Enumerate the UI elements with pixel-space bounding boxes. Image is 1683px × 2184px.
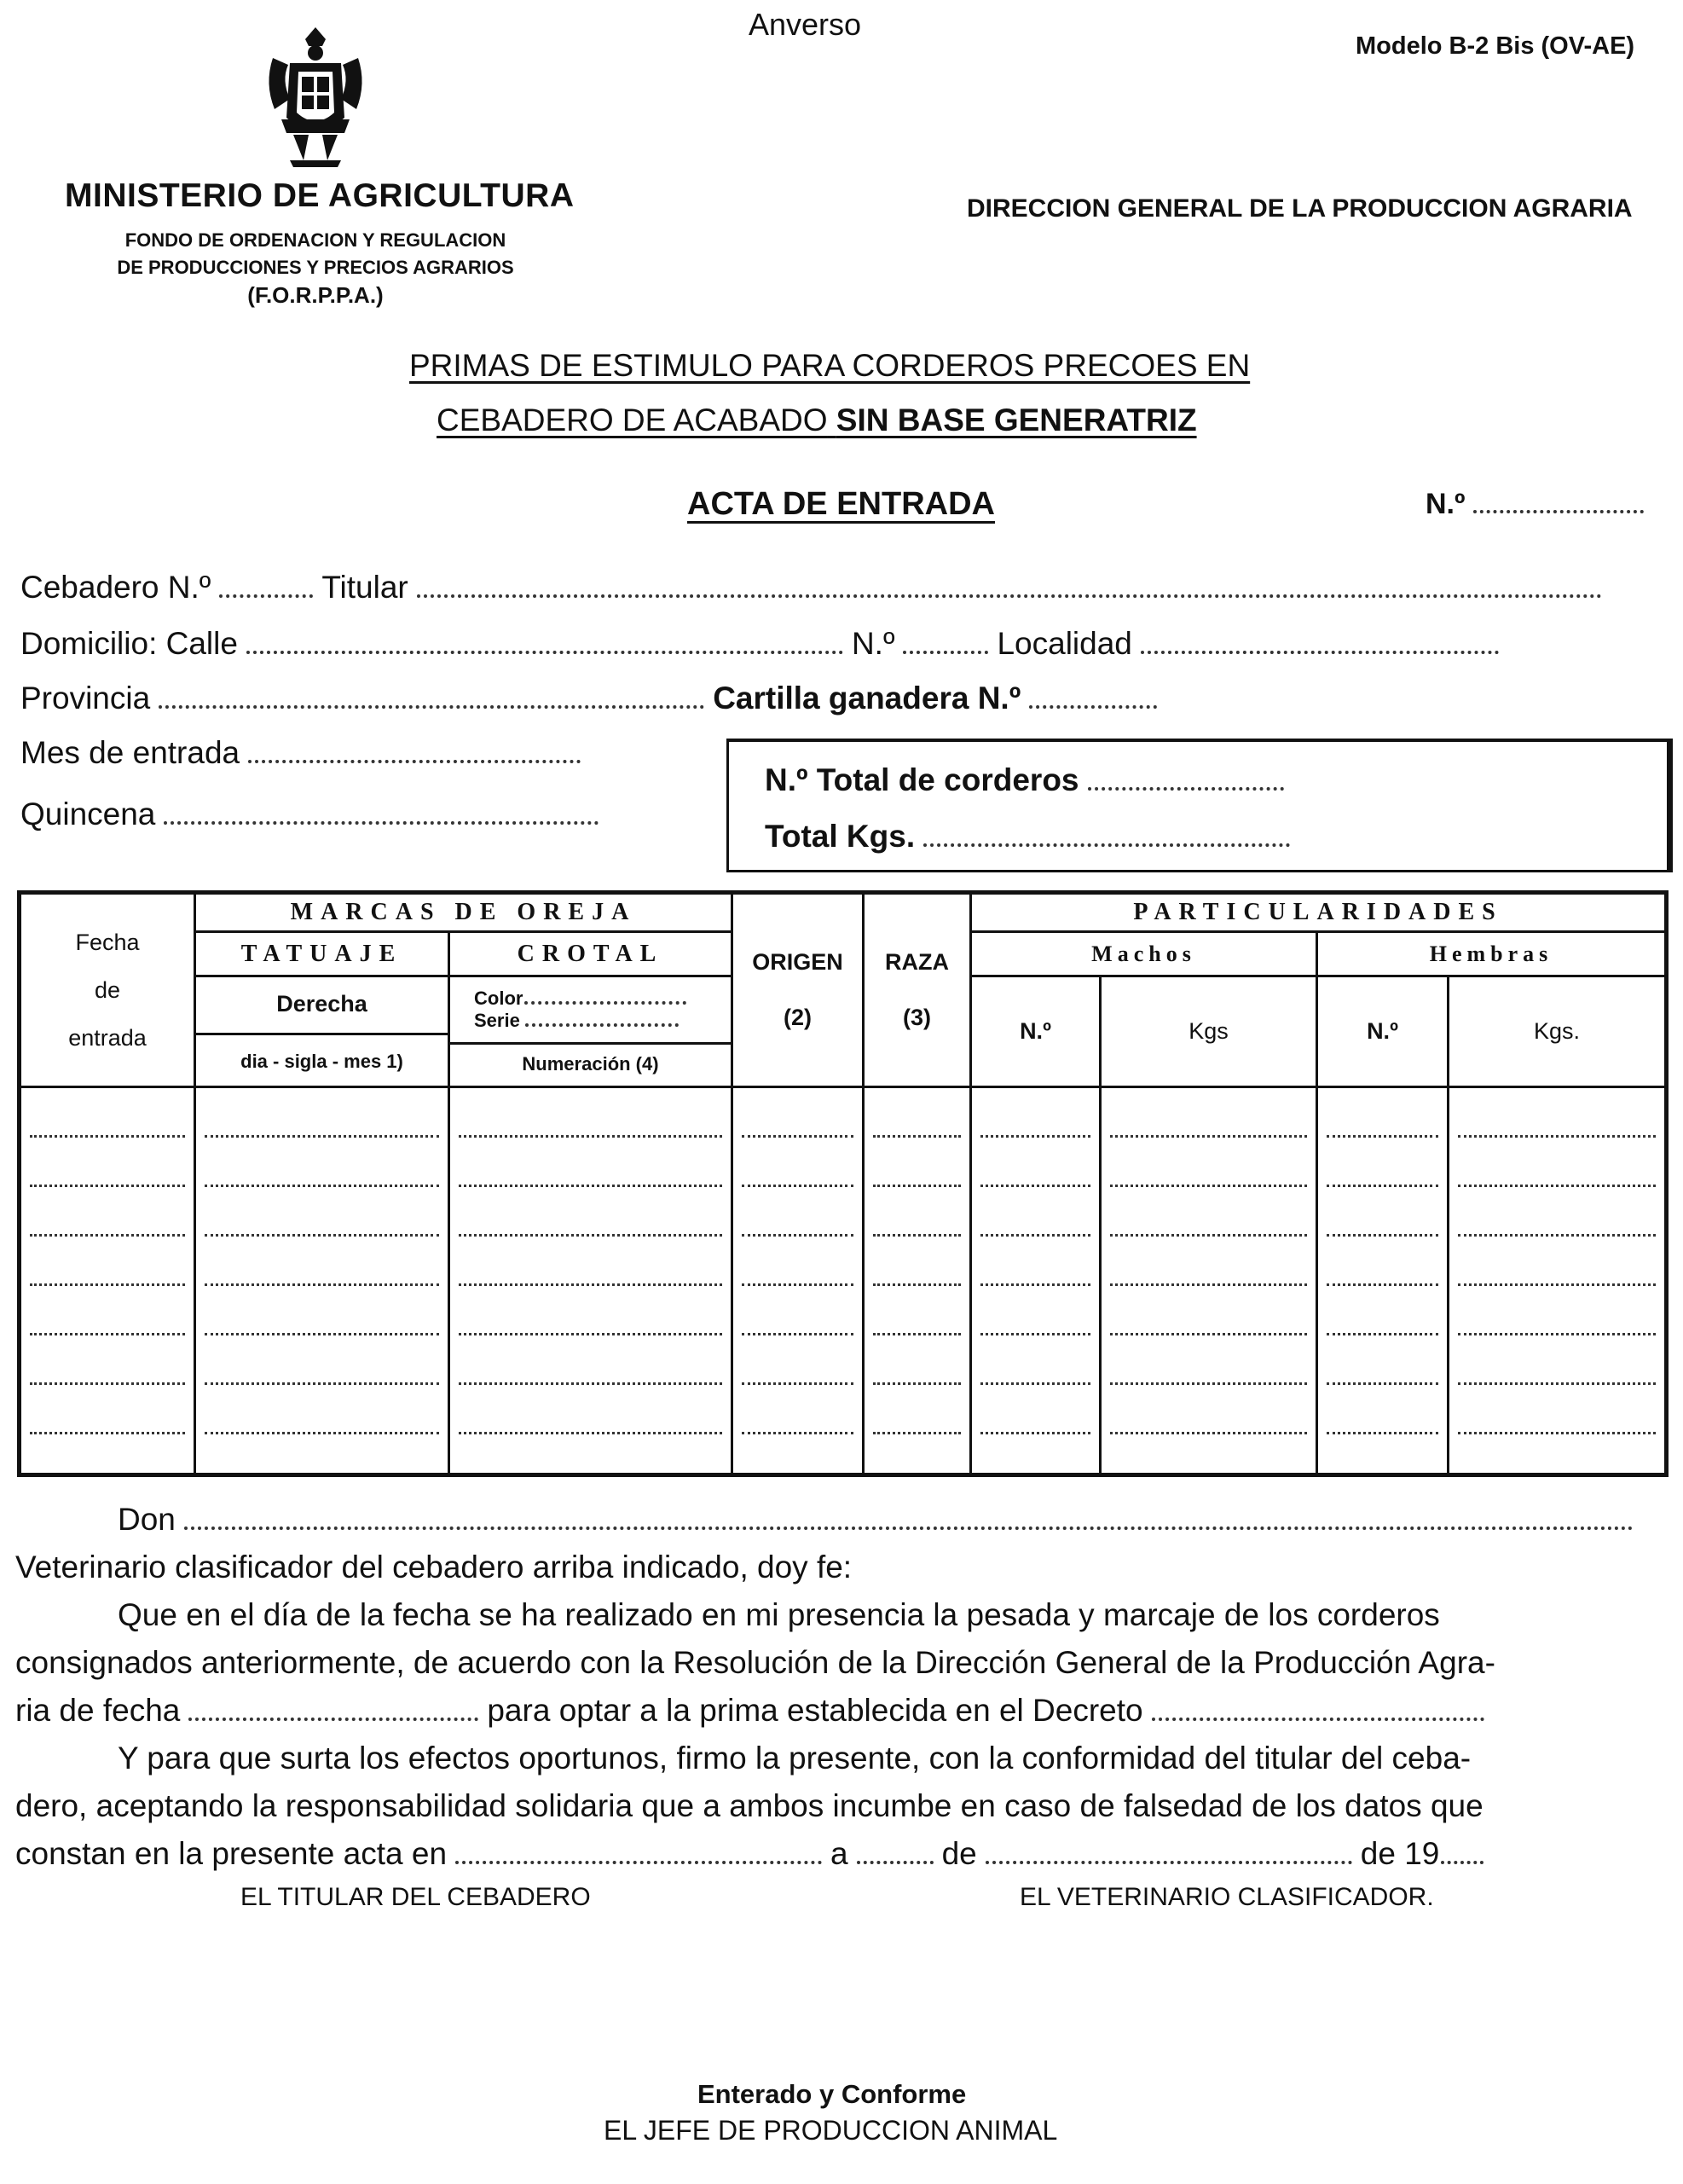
fund-line-2: DE PRODUCCIONES Y PRECIOS AGRARIOS (117, 257, 514, 278)
col-hembras-n-entries[interactable] (1317, 1087, 1449, 1475)
origen-note: (2) (784, 1005, 812, 1030)
fund-line-1: FONDO DE ORDENACION Y REGULACION (124, 229, 506, 251)
title-line-1: PRIMAS DE ESTIMULO PARA CORDEROS PRECOES EN (409, 348, 1251, 383)
anio-input[interactable] (1441, 1854, 1483, 1864)
total-kgs-row (765, 819, 1298, 854)
col-crotal-entries[interactable] (449, 1087, 732, 1475)
mes-de-label: de (941, 1836, 977, 1871)
localidad-input[interactable] (1141, 644, 1499, 654)
col-machos-n-entries[interactable] (971, 1087, 1101, 1475)
row-don (118, 1496, 1642, 1543)
particularidades-header: PARTICULARIDADES (971, 893, 1667, 932)
title-line-2 (437, 403, 1197, 438)
street-number-input[interactable] (903, 644, 988, 654)
act-number-field[interactable] (1426, 488, 1644, 521)
title-line-2b: SIN BASE GENERATRIZ (836, 403, 1197, 437)
hembras-header: Hembras (1317, 932, 1667, 976)
don-label: Don (118, 1502, 176, 1537)
act-number-label: N.º (1426, 488, 1466, 520)
veterinario-signature-label: EL VETERINARIO CLASIFICADOR. (1020, 1883, 1434, 1911)
dia-label: a (830, 1836, 848, 1871)
provincia-label: Provincia (20, 681, 151, 715)
raza-note: (3) (903, 1005, 931, 1030)
veterinario-line: Veterinario clasificador del cebadero arriba indicado, doy fe: (15, 1550, 853, 1584)
domicilio-label: Domicilio: Calle (20, 626, 238, 661)
lugar-input[interactable] (455, 1854, 822, 1864)
fund-name (68, 227, 563, 309)
paragraph2-line3 (15, 1830, 1492, 1877)
cartilla-input[interactable] (1029, 698, 1157, 709)
machos-n-header: N.º (971, 976, 1101, 1087)
fecha-label: ria de fecha (15, 1693, 181, 1728)
col-origen-entries[interactable] (732, 1087, 864, 1475)
dia-sigla-label: dia - sigla - mes 1) (240, 1050, 403, 1072)
row-provincia (20, 681, 1165, 716)
row-mes (20, 735, 589, 771)
row-cebadero (20, 570, 1611, 605)
numeracion-label: Numeración (4) (522, 1053, 659, 1075)
resolucion-fecha-input[interactable] (188, 1711, 478, 1721)
paragraph1-line2: consignados anteriormente, de acuerdo con la Resolución de la Dirección General de la Producción Agra- (15, 1645, 1495, 1680)
total-kgs-input[interactable] (923, 837, 1290, 847)
mes-text-input[interactable] (986, 1854, 1352, 1864)
anverso-label: Anverso (749, 7, 862, 42)
total-corderos-label: N.º Total de corderos (765, 762, 1079, 797)
raza-label: RAZA (885, 949, 949, 975)
row-domicilio (20, 626, 1507, 662)
localidad-label: Localidad (997, 626, 1132, 661)
hembras-kgs-header: Kgs. (1449, 976, 1667, 1087)
cartilla-label: Cartilla ganadera N.º (713, 681, 1021, 715)
derecha-label: Derecha (196, 991, 448, 1035)
fund-acronym: (F.O.R.P.P.A.) (247, 282, 384, 308)
titular-signature-label: EL TITULAR DEL CEBADERO (240, 1883, 591, 1911)
row-quincena (20, 797, 607, 832)
directorate-name: DIRECCION GENERAL DE LA PRODUCCION AGRARIA (967, 194, 1633, 223)
fecha-line-3: entrada (68, 1025, 147, 1051)
origen-header (732, 893, 864, 1087)
provincia-input[interactable] (159, 698, 704, 709)
document-title: ACTA DE ENTRADA (687, 486, 995, 522)
hembras-n-header: N.º (1317, 976, 1449, 1087)
col-hembras-kgs-entries[interactable] (1449, 1087, 1667, 1475)
fecha-line-2: de (94, 977, 121, 1003)
crotal-sub (449, 976, 732, 1087)
cebadero-number-input[interactable] (219, 588, 313, 598)
quincena-label: Quincena (20, 797, 156, 831)
tatuaje-sub (195, 976, 449, 1087)
color-label: Color (450, 988, 731, 1010)
paragraph1-line1: Que en el día de la fecha se ha realizado en mi presencia la pesada y marcaje de los corderos (118, 1597, 1440, 1632)
model-code: Modelo B-2 Bis (OV-AE) (1356, 32, 1635, 60)
titular-label: Titular (321, 570, 408, 605)
mes-label: Mes de entrada (20, 735, 240, 770)
col-tatuaje-entries[interactable] (195, 1087, 449, 1475)
totals-box (726, 739, 1673, 872)
mes-input[interactable] (248, 753, 581, 763)
paragraph2-line2: dero, aceptando la responsabilidad solidaria que a ambos incumbe en caso de falsedad de los datos que (15, 1788, 1483, 1823)
tatuaje-header: TATUAJE (195, 932, 449, 976)
street-number-label: N.º (851, 626, 895, 661)
anio-label: de 19 (1360, 1836, 1440, 1871)
paragraph1-line3 (15, 1687, 1493, 1734)
decreto-text: para optar a la prima establecida en el Decreto (487, 1693, 1143, 1728)
decreto-input[interactable] (1152, 1711, 1484, 1721)
crotal-header: CROTAL (449, 932, 732, 976)
total-kgs-label: Total Kgs. (765, 819, 916, 854)
lugar-label: constan en la presente acta en (15, 1836, 448, 1871)
fecha-line-1: Fecha (75, 930, 140, 955)
col-machos-kgs-entries[interactable] (1101, 1087, 1317, 1475)
enterado-label: Enterado y Conforme (697, 2079, 967, 2109)
machos-kgs-header: Kgs (1101, 976, 1317, 1087)
coat-of-arms-icon (256, 24, 375, 169)
quincena-input[interactable] (164, 814, 599, 825)
titular-input[interactable] (417, 588, 1602, 598)
fecha-header (20, 893, 195, 1087)
paragraph2-line1: Y para que surta los efectos oportunos, firmo la presente, con la conformidad del titular del ceba- (118, 1741, 1472, 1776)
col-raza-entries[interactable] (864, 1087, 971, 1475)
don-input[interactable] (184, 1520, 1634, 1530)
raza-header (864, 893, 971, 1087)
cebadero-label: Cebadero N.º (20, 570, 211, 605)
title-line-2a: CEBADERO DE ACABADO (437, 403, 828, 437)
machos-header: Machos (971, 932, 1317, 976)
dia-input[interactable] (857, 1854, 934, 1864)
entry-table (17, 890, 1664, 1477)
col-fecha-entries[interactable] (20, 1087, 195, 1475)
ministry-name: MINISTERIO DE AGRICULTURA (65, 177, 575, 214)
serie-label: Serie (450, 1010, 731, 1045)
total-corderos-row (765, 762, 1293, 798)
total-corderos-input[interactable] (1088, 780, 1284, 791)
calle-input[interactable] (246, 644, 843, 654)
jefe-signature-label: EL JEFE DE PRODUCCION ANIMAL (604, 2115, 1058, 2146)
origen-label: ORIGEN (752, 949, 843, 975)
marcas-header: MARCAS DE OREJA (195, 893, 732, 932)
